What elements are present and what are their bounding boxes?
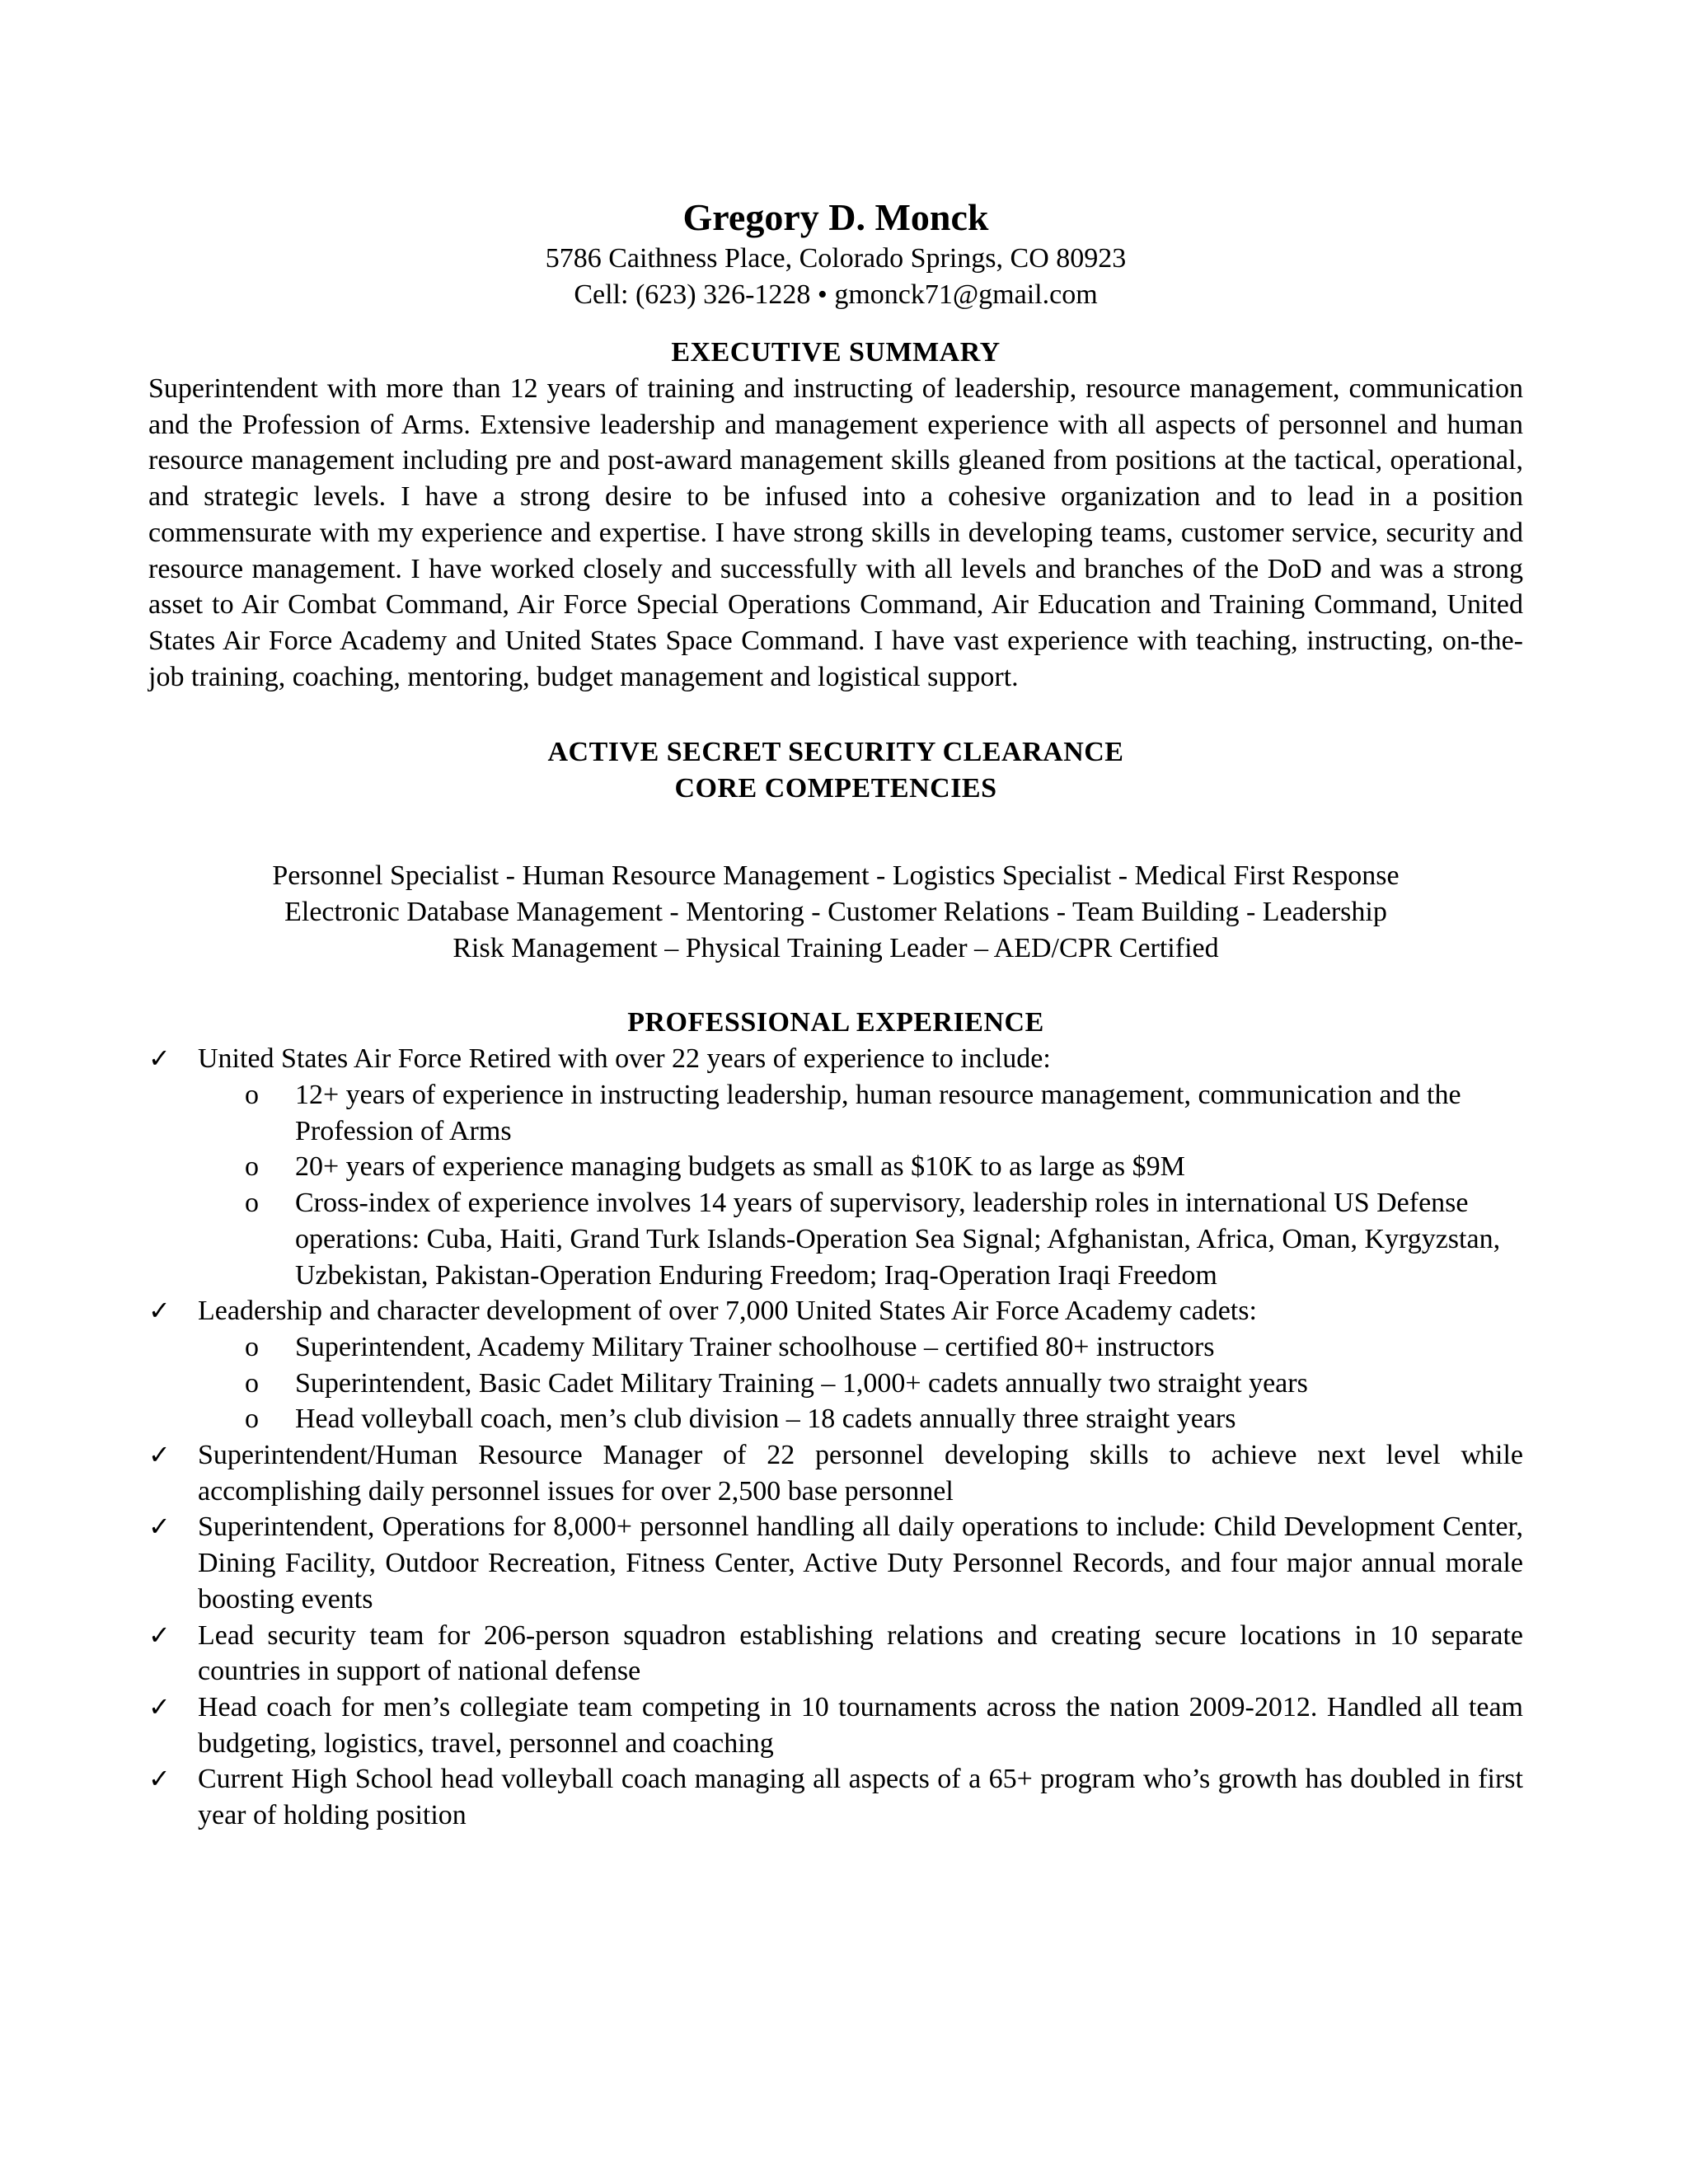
circle-bullet-icon: o [245,1080,259,1111]
sub-list [198,1077,1523,1293]
list-item [148,1509,1523,1617]
professional-experience-heading: PROFESSIONAL EXPERIENCE [627,1007,1044,1038]
checkmark-icon: ✓ [148,1763,171,1795]
checkmark-icon: ✓ [148,1619,171,1651]
circle-bullet-icon: o [245,1151,259,1183]
list-item [148,1690,1523,1761]
circle-bullet-icon: o [245,1367,259,1399]
core-competencies-heading: CORE COMPETENCIES [674,773,997,804]
sub-item-text: Head volleyball coach, men’s club division – 18 cadets annually three straight years [295,1404,1236,1435]
sub-list-item [148,1185,1523,1293]
sub-item-text: Superintendent, Academy Military Trainer schoolhouse – certified 80+ instructors [295,1331,1215,1362]
sub-item-text: 12+ years of experience in instructing leadership, human resource management, communication and the Profession of Arms [295,1080,1461,1146]
circle-bullet-icon: o [245,1331,259,1362]
list-item [148,1761,1523,1833]
spacer [148,695,1523,734]
experience-text: Leadership and character development of over 7,000 United States Air Force Academy cadets: [198,1296,1257,1327]
sub-list-item [148,1401,1523,1437]
resume-page [148,194,1523,1834]
list-item [148,1293,1523,1437]
sub-list-item [148,1329,1523,1366]
experience-text: Current High School head volleyball coach managing all aspects of a 65+ program who’s growth has doubled in first year of holding position [198,1764,1523,1831]
executive-summary-heading: EXECUTIVE SUMMARY [671,337,1001,368]
clearance-heading: ACTIVE SECRET SECURITY CLEARANCE [547,737,1124,768]
experience-list [148,1041,1523,1833]
sub-list-item [148,1149,1523,1185]
spacer [148,967,1523,1005]
sub-item-text: Cross-index of experience involves 14 years of supervisory, leadership roles in international US Defense operations: Cuba, Haiti, Grand Turk Islands-Operation Sea Signal; Afghanistan, Africa, Oman, Kyrgyzstan, Uzbekistan, Pakistan-Operation Enduring Freedom; Iraq-Operation Iraqi Freedom [295,1188,1501,1291]
experience-text: Head coach for men’s collegiate team competing in 10 tournaments across the nation 2009-2012. Handled all team budgeting, logistics, travel, personnel and coaching [198,1691,1523,1759]
circle-bullet-icon: o [245,1188,259,1219]
executive-summary-text: Superintendent with more than 12 years of training and instructing of leadership, resource management, communication and the Profession of Arms. Extensive leadership and management experience with all aspects of personnel and human resource management including pre and post-award management skills gleaned from positions at the tactical, operational, and strategic levels. I have a strong desire to be infused into a cohesive organization and to lead in a position commensurate with my experience and expertise. I have strong skills in developing teams, customer service, security and resource management. I have worked closely and successfully with all levels and branches of the DoD and was a strong asset to Air Combat Command, Air Force Special Operations Command, Air Education and Training Command, United States Air Force Academy and United States Space Command. I have vast experience with teaching, instructing, on-the-job training, coaching, mentoring, budget management and logistical support. [148,373,1523,692]
spacer [148,313,1523,335]
sub-list [198,1329,1523,1437]
competency-line: Electronic Database Management - Mentoring - Customer Relations - Team Building - Leadership [284,897,1387,928]
list-item [148,1041,1523,1293]
checkmark-icon: ✓ [148,1295,171,1327]
checkmark-icon: ✓ [148,1511,171,1543]
checkmark-icon: ✓ [148,1690,171,1722]
competency-line: Personnel Specialist - Human Resource Management - Logistics Specialist - Medical First Response [272,860,1400,892]
spacer [148,807,1523,858]
list-item [148,1618,1523,1690]
sub-list-item [148,1077,1523,1149]
competency-line: Risk Management – Physical Training Leader – AED/CPR Certified [452,933,1219,964]
experience-text: United States Air Force Retired with over 22 years of experience to include: [198,1043,1051,1075]
experience-text: Lead security team for 206-person squadron establishing relations and creating secure locations in 10 separate countries in support of national defense [198,1619,1523,1687]
sub-list-item [148,1366,1523,1402]
checkmark-icon: ✓ [148,1439,171,1471]
experience-text: Superintendent/Human Resource Manager of 22 personnel developing skills to achieve next level while accomplishing daily personnel issues for over 2,500 base personnel [198,1440,1523,1507]
checkmark-icon: ✓ [148,1043,171,1075]
core-competencies-list [148,858,1523,967]
experience-text: Superintendent, Operations for 8,000+ personnel handling all daily operations to include: Child Development Center, Dining Facility, Outdoor Recreation, Fitness Center, Active Duty Personnel Records, and four major annual morale boosting events [198,1511,1523,1615]
circle-bullet-icon: o [245,1404,259,1435]
sub-item-text: Superintendent, Basic Cadet Military Training – 1,000+ cadets annually two straight years [295,1367,1308,1399]
contact-line: Cell: (623) 326-1228 • gmonck71@gmail.com [574,279,1098,310]
address-line: 5786 Caithness Place, Colorado Springs, CO 80923 [545,243,1127,274]
sub-item-text: 20+ years of experience managing budgets as small as $10K to as large as $9M [295,1151,1185,1183]
candidate-name: Gregory D. Monck [682,196,989,238]
list-item [148,1437,1523,1509]
